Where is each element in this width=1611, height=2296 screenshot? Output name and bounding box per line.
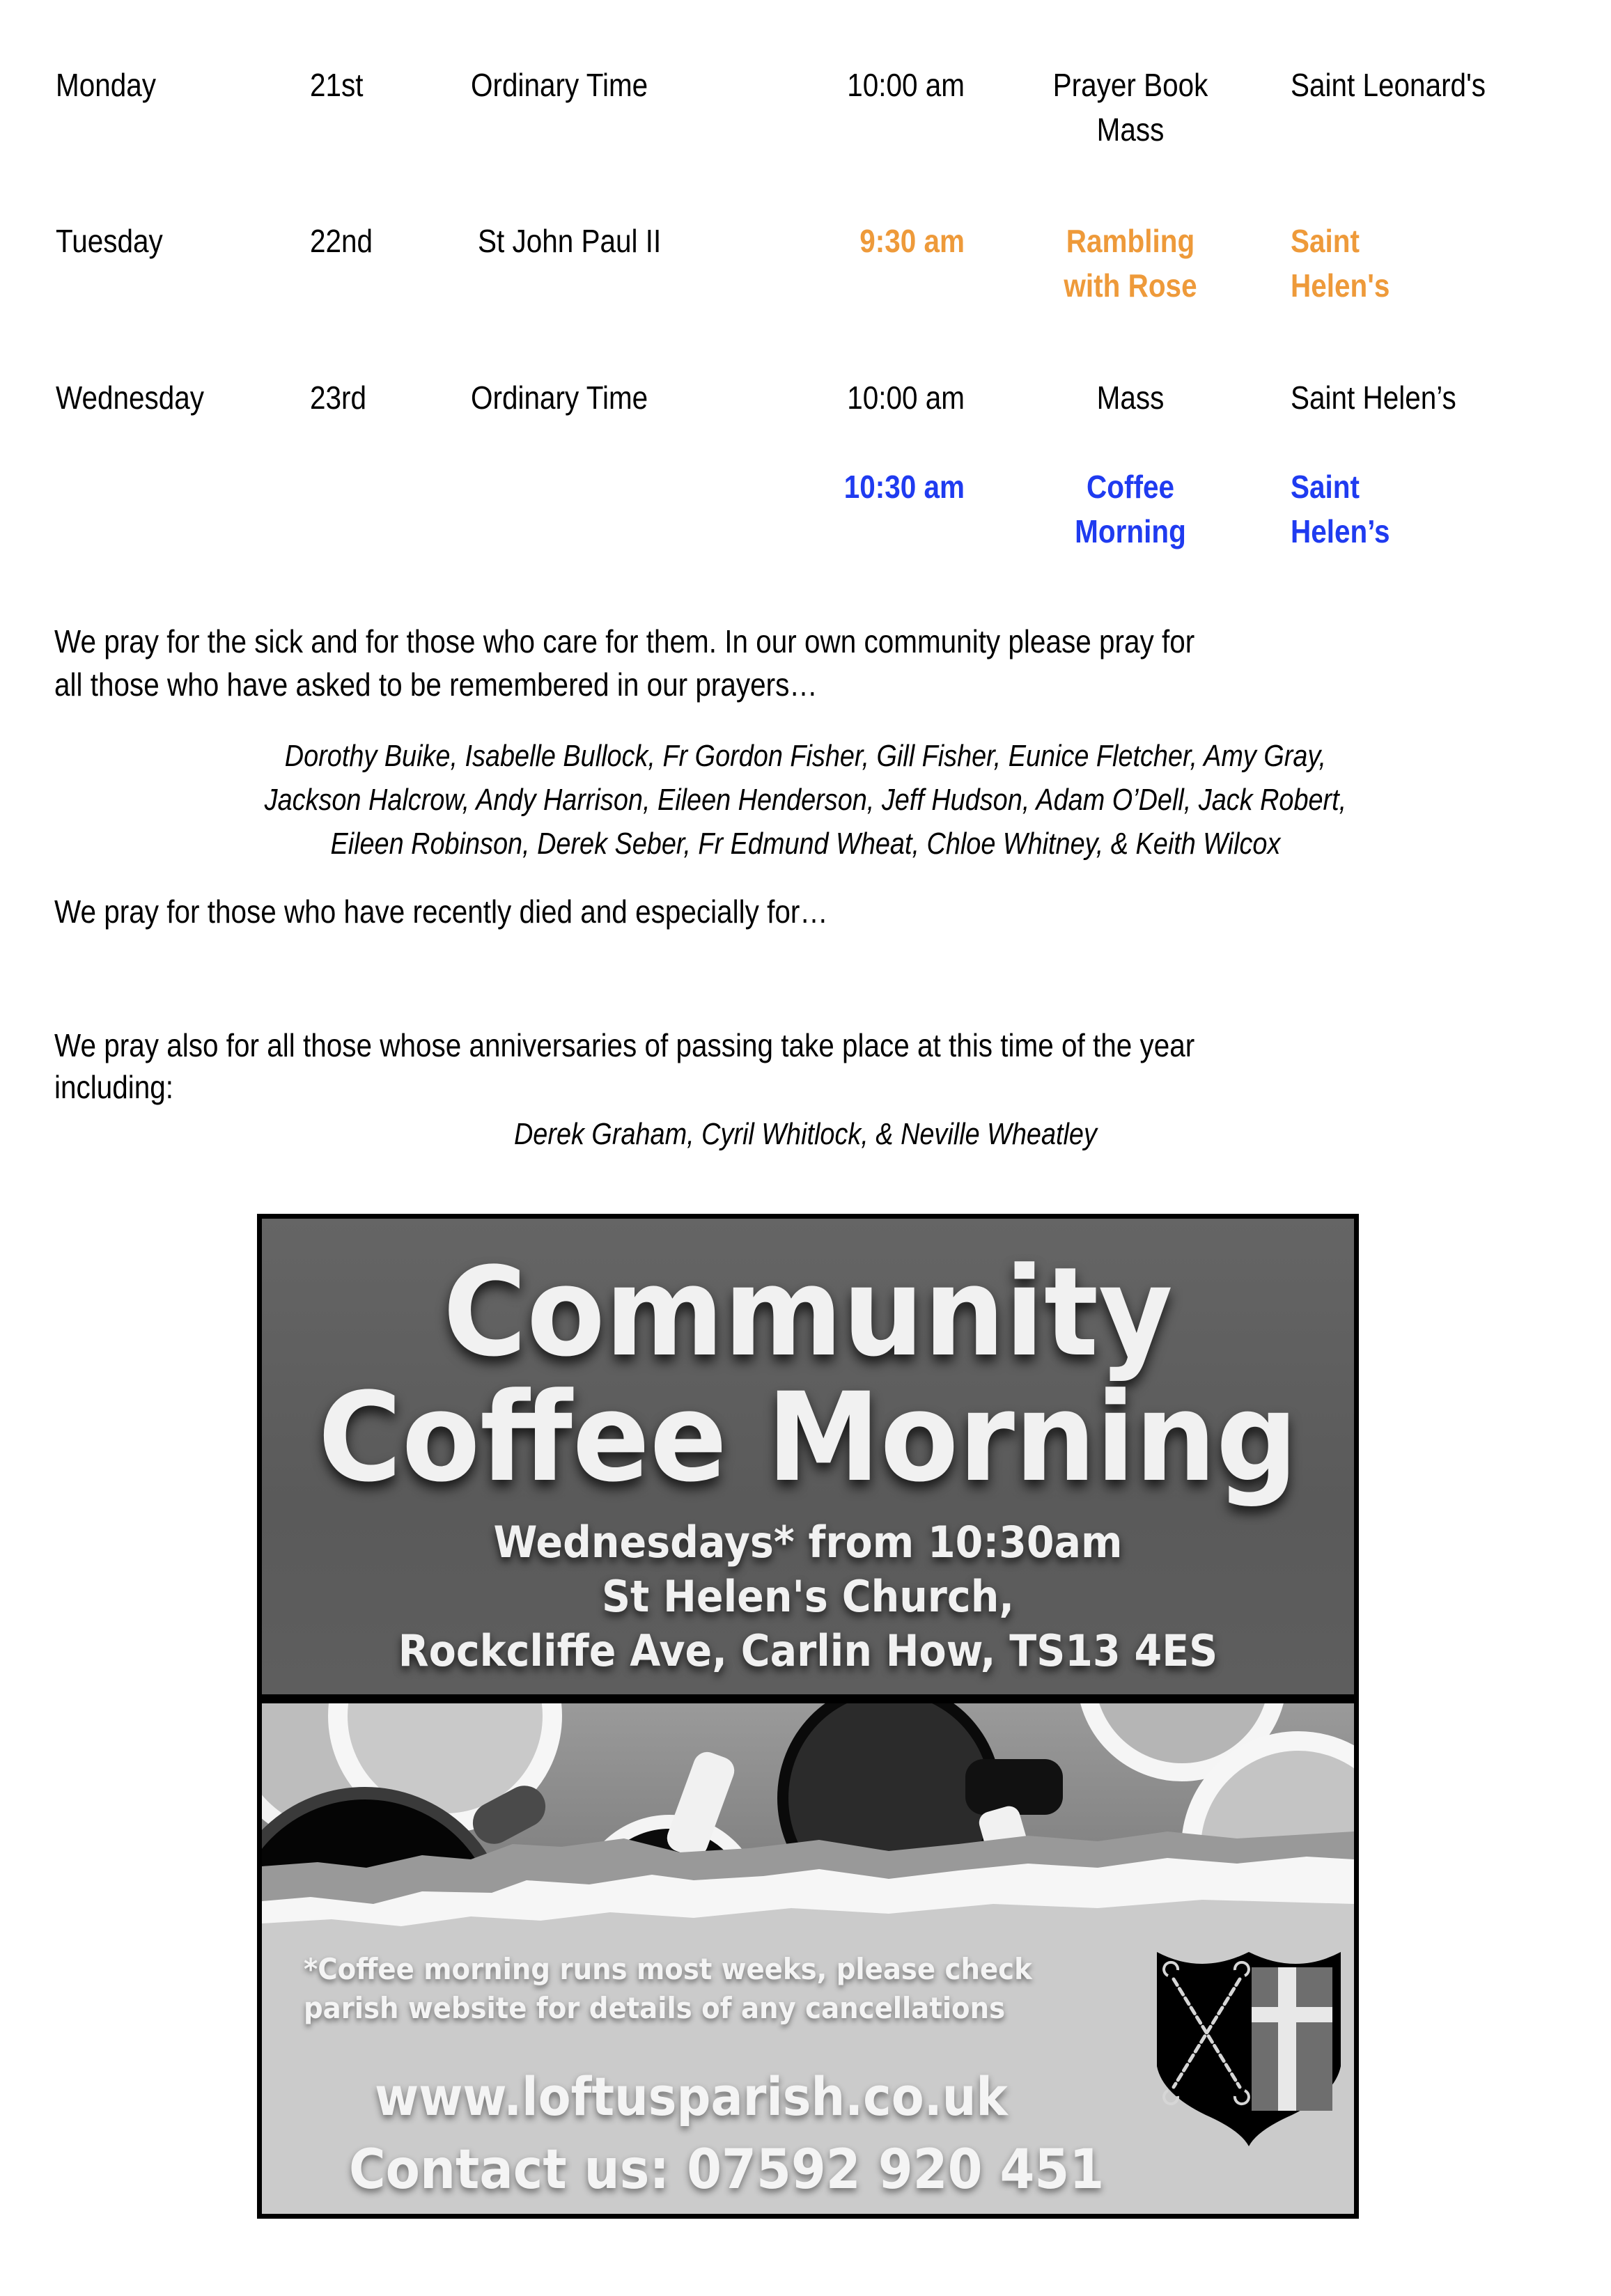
flyer-venue: St Helen's Church, <box>601 1571 1015 1622</box>
parish-website-link[interactable]: www.loftusparish.co.uk <box>375 2065 1008 2127</box>
anniversary-names: Derek Graham, Cyril Whitlock, & Neville Wheatley <box>513 1117 1097 1151</box>
event-cell-line2: Mass <box>1096 111 1165 148</box>
day-cell: Wednesday <box>56 380 205 416</box>
flyer-address: Rockcliffe Ave, Carlin How, TS13 4ES <box>398 1625 1218 1676</box>
event-cell-line2: Morning <box>1075 513 1186 549</box>
day-cell: Tuesday <box>56 223 163 259</box>
sick-names-line1: Dorothy Buike, Isabelle Bullock, Fr Gordon Fisher, Gill Fisher, Eunice Fletcher, Amy Gray, <box>284 739 1327 773</box>
flyer-when: Wednesdays* from 10:30am <box>493 1517 1123 1568</box>
event-cell: Prayer Book <box>1052 67 1208 103</box>
event-cell: Mass <box>1096 380 1165 416</box>
torn-paper-divider <box>262 1832 1354 1929</box>
contact-phone: Contact us: 07592 920 451 <box>349 2139 1105 2201</box>
location-cell: Saint Helen’s <box>1291 380 1456 416</box>
flyer-title-line1: Community <box>443 1241 1173 1384</box>
anniversary-intro-line1: We pray also for all those whose anniversaries of passing take place at this time of the year <box>54 1027 1195 1063</box>
flyer-note-line2: parish website for details of any cancellations <box>304 1991 1006 2025</box>
feast-cell: Ordinary Time <box>471 67 648 103</box>
date-cell: 22nd <box>310 223 373 259</box>
time-cell: 10:30 am <box>843 469 965 505</box>
event-cell-line2: with Rose <box>1064 267 1197 304</box>
parish-shield-icon <box>1153 1948 1345 2150</box>
date-cell: 23rd <box>310 380 367 416</box>
day-cell: Monday <box>56 67 157 103</box>
sick-intro-line2: all those who have asked to be remembered in our prayers… <box>54 666 818 703</box>
time-cell: 9:30 am <box>859 223 965 259</box>
feast-cell: Ordinary Time <box>471 380 648 416</box>
event-cell: Coffee <box>1087 469 1174 505</box>
sick-names-line2: Jackson Halcrow, Andy Harrison, Eileen Henderson, Jeff Hudson, Adam O’Dell, Jack Robert, <box>264 783 1347 817</box>
location-cell-line2: Helen's <box>1291 267 1390 304</box>
sick-names-line3: Eileen Robinson, Derek Seber, Fr Edmund Wheat, Chloe Whitney, & Keith Wilcox <box>330 827 1281 861</box>
time-cell: 10:00 am <box>847 380 965 416</box>
date-cell: 21st <box>310 67 364 103</box>
flyer-title-line2: Coffee Morning <box>318 1366 1298 1509</box>
location-cell: Saint <box>1291 223 1360 259</box>
sick-intro-line1: We pray for the sick and for those who care for them. In our own community please pray for <box>54 623 1195 659</box>
coffee-morning-flyer <box>257 1214 1359 2219</box>
feast-cell: St John Paul II <box>478 223 662 259</box>
time-cell: 10:00 am <box>847 67 965 103</box>
anniversary-intro-line2: including: <box>54 1069 174 1105</box>
location-cell-line2: Helen’s <box>1291 513 1390 549</box>
died-intro: We pray for those who have recently died and especially for… <box>54 893 828 930</box>
location-cell: Saint Leonard's <box>1291 67 1486 103</box>
flyer-note-line1: *Coffee morning runs most weeks, please check <box>304 1952 1032 1986</box>
flyer-title-panel <box>262 1219 1354 1694</box>
event-cell: Rambling <box>1066 223 1195 259</box>
location-cell: Saint <box>1291 469 1360 505</box>
